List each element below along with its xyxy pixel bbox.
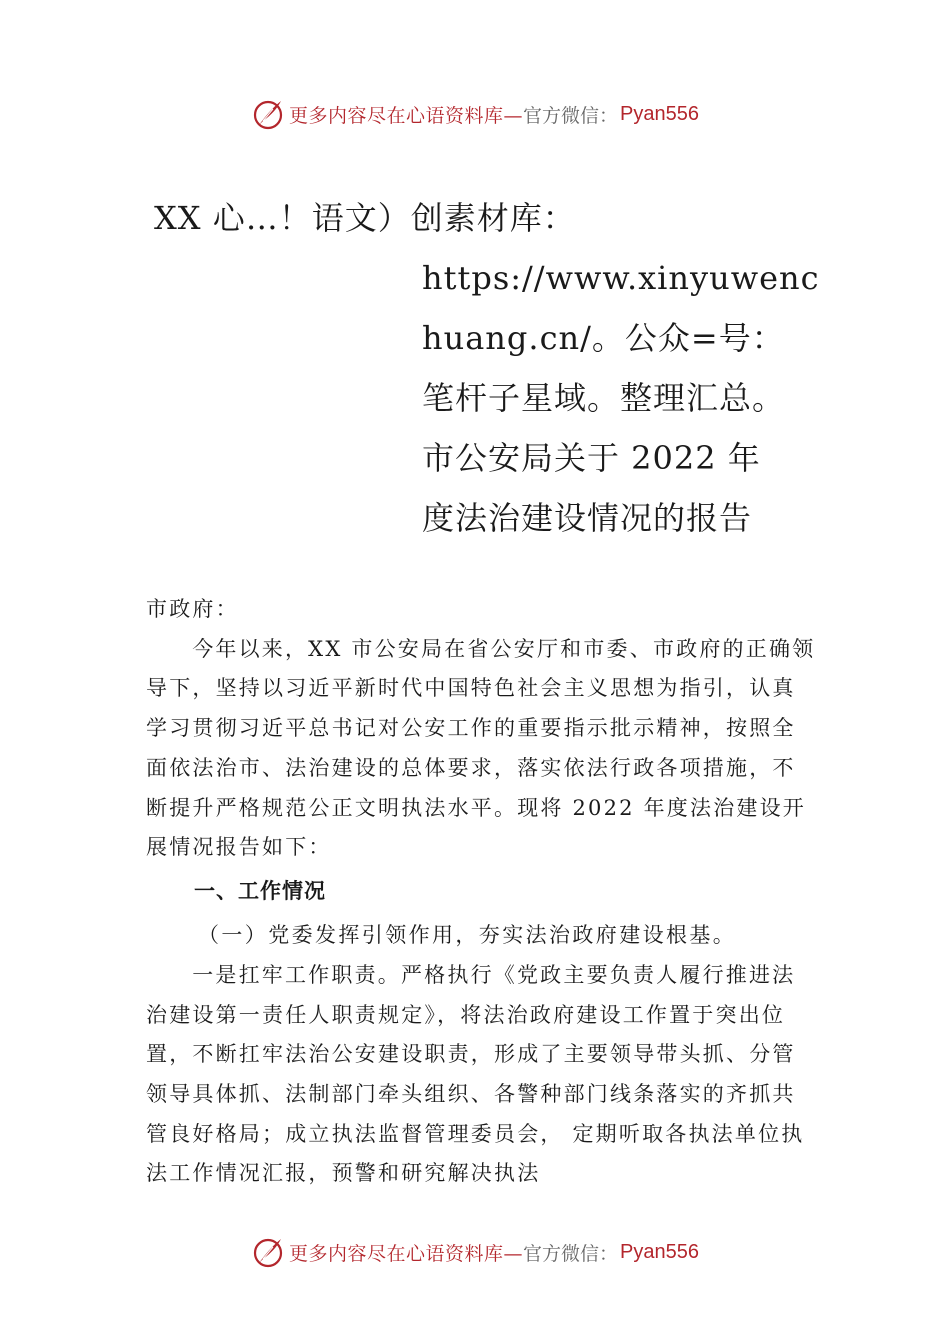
footer-banner bbox=[0, 1232, 950, 1272]
header-banner bbox=[0, 94, 950, 134]
title-line-3: huang.cn/。公众=号： bbox=[422, 319, 785, 357]
footer-promo-text: 更多内容尽在心语资料库— bbox=[289, 1242, 524, 1265]
document-body bbox=[146, 590, 818, 1194]
footer-wechat-label: 官方微信： bbox=[523, 1242, 619, 1265]
document-title bbox=[150, 188, 830, 548]
intro-paragraph: 今年以来，XX 市公安局在省公安厅和市委、市政府的正确领导下，坚持以习近平新时代中国特色社会主义思想为指引，认真学习贯彻习近平总书记对公安工作的重要指示批示精神，按照全面依法治市、法治建设的总体要求，落实依法行政各项措施，不断提升严格规范公正文明执法水平。现将 2022 年度法治建设开展情况报告如下： bbox=[146, 636, 816, 860]
subsection-heading: （一）党委发挥引领作用，夯实法治政府建设根基。 bbox=[198, 922, 737, 947]
feather-pen-logo-icon bbox=[251, 1235, 285, 1269]
header-promo-text: 更多内容尽在心语资料库— bbox=[289, 104, 524, 127]
feather-pen-logo-icon bbox=[251, 97, 285, 131]
title-line-6: 度法治建设情况的报告 bbox=[422, 499, 753, 537]
title-line-1: XX 心…！语文）创素材库： bbox=[154, 199, 576, 237]
header-wechat-id: Pyan556 bbox=[620, 102, 699, 125]
header-wechat-label: 官方微信： bbox=[523, 104, 619, 127]
body-paragraph: 一是扛牢工作职责。严格执行《党政主要负责人履行推进法治建设第一责任人职责规定》，将法治政府建设工作置于突出位置，不断扛牢法治公安建设职责，形成了主要领导带头抓、分管领导具体抓、法制部门牵头组织、各警种部门线条落实的齐抓共管良好格局；成立执法监督管理委员会， 定期听取各执法单位执法工作情况汇报，预警和研究解决执法 bbox=[146, 962, 805, 1186]
section-heading: 一、工作情况 bbox=[194, 878, 326, 903]
salutation: 市政府： bbox=[146, 597, 239, 621]
title-line-2: https://www.xinyuwenc bbox=[422, 259, 820, 297]
title-line-4: 笔杆子星域。整理汇总。 bbox=[422, 379, 786, 417]
title-line-5: 市公安局关于 2022 年 bbox=[422, 439, 761, 477]
footer-wechat-id: Pyan556 bbox=[620, 1240, 699, 1263]
